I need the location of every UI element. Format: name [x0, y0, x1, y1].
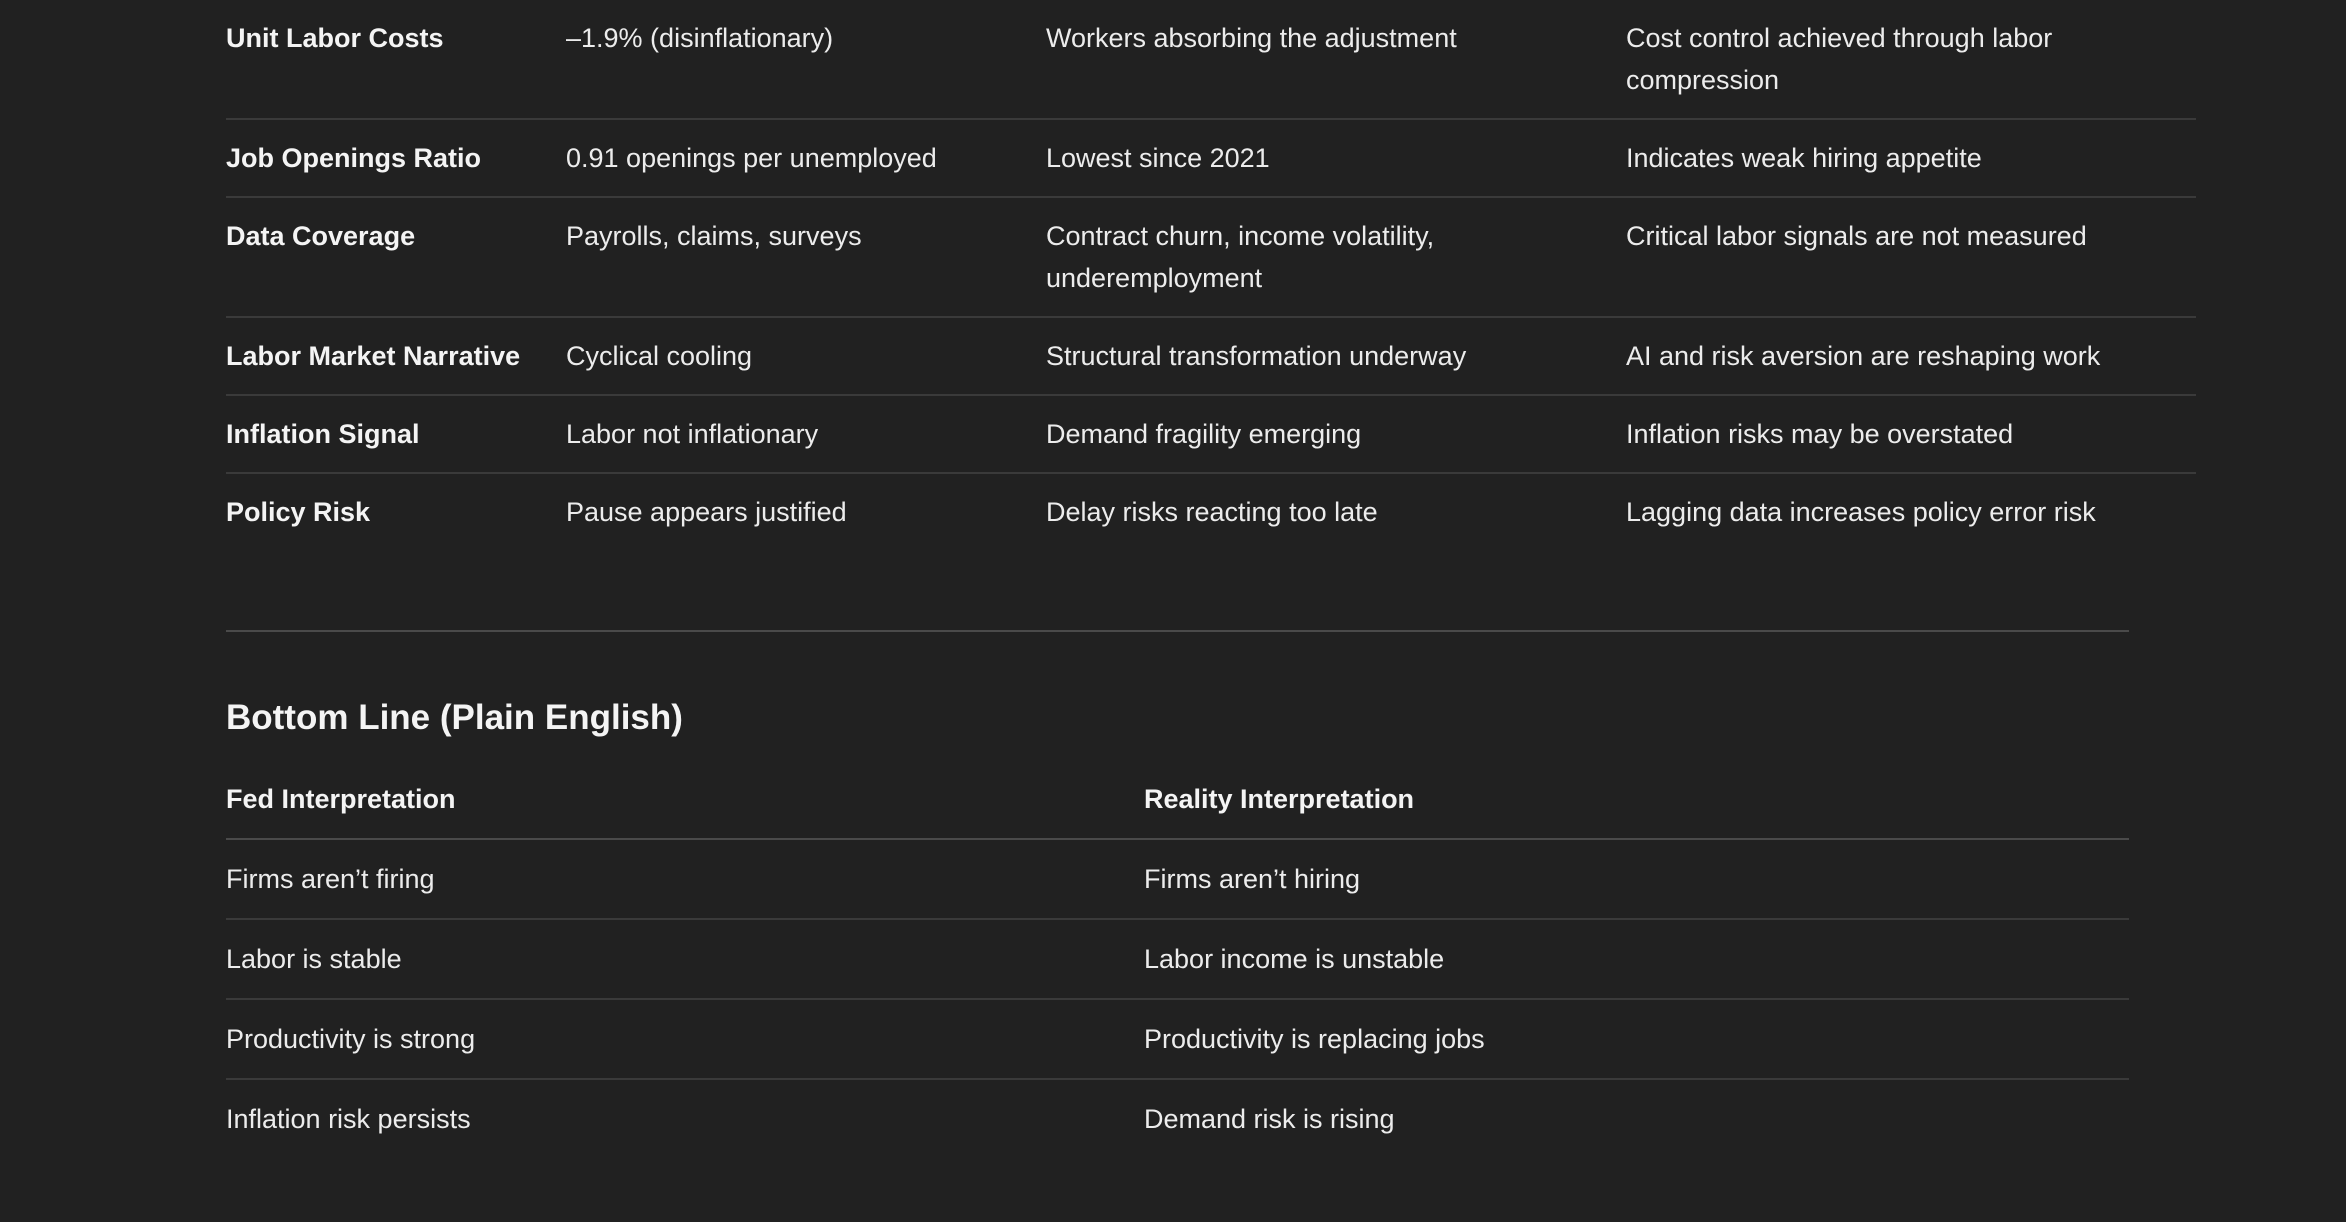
- table-header-row: [226, 778, 2129, 839]
- table-row: [226, 395, 2196, 473]
- fed-view-cell: Pause appears justified: [566, 497, 847, 527]
- reality-cell: Lowest since 2021: [1046, 119, 1626, 197]
- reality-cell: Structural transformation underway: [1046, 317, 1626, 395]
- metric-cell: Job Openings Ratio: [226, 119, 566, 197]
- reality-interpretation-cell: Labor income is unstable: [1144, 919, 2129, 999]
- implication-cell: Critical labor signals are not measured: [1626, 197, 2196, 317]
- table-row: [226, 919, 2129, 999]
- fed-view-cell: Cyclical cooling: [566, 317, 1046, 395]
- column-header-fed: Fed Interpretation: [226, 778, 1144, 839]
- table-row: [226, 1079, 2129, 1158]
- section-divider: [226, 630, 2129, 632]
- fed-view-cell: 0.91 openings per unemployed: [566, 119, 1046, 197]
- table-row: [226, 999, 2129, 1079]
- table-row: [226, 473, 2196, 550]
- reality-cell: Demand fragility emerging: [1046, 395, 1626, 473]
- table-row: [226, 317, 2196, 395]
- table-row: [226, 839, 2129, 919]
- column-header-reality: Reality Interpretation: [1144, 778, 2129, 839]
- metric-cell: Inflation Signal: [226, 395, 566, 473]
- reality-cell: Workers absorbing the adjustment: [1046, 0, 1626, 119]
- metric-cell: Policy Risk: [226, 497, 371, 527]
- fed-interpretation-cell: Productivity is strong: [226, 999, 1144, 1079]
- metric-cell: Labor Market Narrative: [226, 317, 566, 395]
- bottom-line-heading: Bottom Line (Plain English): [226, 698, 683, 737]
- table-row: [226, 197, 2196, 317]
- implication-cell: AI and risk aversion are reshaping work: [1626, 317, 2196, 395]
- reality-cell: Delay risks reacting too late: [1046, 497, 1378, 527]
- table-row: [226, 0, 2196, 119]
- comparison-table: [226, 0, 2196, 550]
- reality-interpretation-cell: Demand risk is rising: [1144, 1104, 1395, 1134]
- fed-view-cell: Payrolls, claims, surveys: [566, 197, 1046, 317]
- implication-cell: Inflation risks may be overstated: [1626, 395, 2196, 473]
- fed-interpretation-cell: Inflation risk persists: [226, 1104, 471, 1134]
- fed-interpretation-cell: Firms aren’t firing: [226, 839, 1144, 919]
- reality-interpretation-cell: Firms aren’t hiring: [1144, 839, 2129, 919]
- reality-interpretation-cell: Productivity is replacing jobs: [1144, 999, 2129, 1079]
- table-row: [226, 119, 2196, 197]
- fed-interpretation-cell: Labor is stable: [226, 919, 1144, 999]
- fed-view-cell: Labor not inflationary: [566, 395, 1046, 473]
- message-content: [226, 0, 2196, 1158]
- metric-cell: Data Coverage: [226, 197, 566, 317]
- fed-view-cell: –1.9% (disinflationary): [566, 0, 1046, 119]
- implication-cell: Indicates weak hiring appetite: [1626, 119, 2196, 197]
- metric-cell: Unit Labor Costs: [226, 0, 566, 119]
- implication-cell: Lagging data increases policy error risk: [1626, 497, 2096, 527]
- bottom-line-table: [226, 778, 2129, 1158]
- reality-cell: Contract churn, income volatility, underemployment: [1046, 197, 1626, 317]
- implication-cell: Cost control achieved through labor compression: [1626, 0, 2196, 119]
